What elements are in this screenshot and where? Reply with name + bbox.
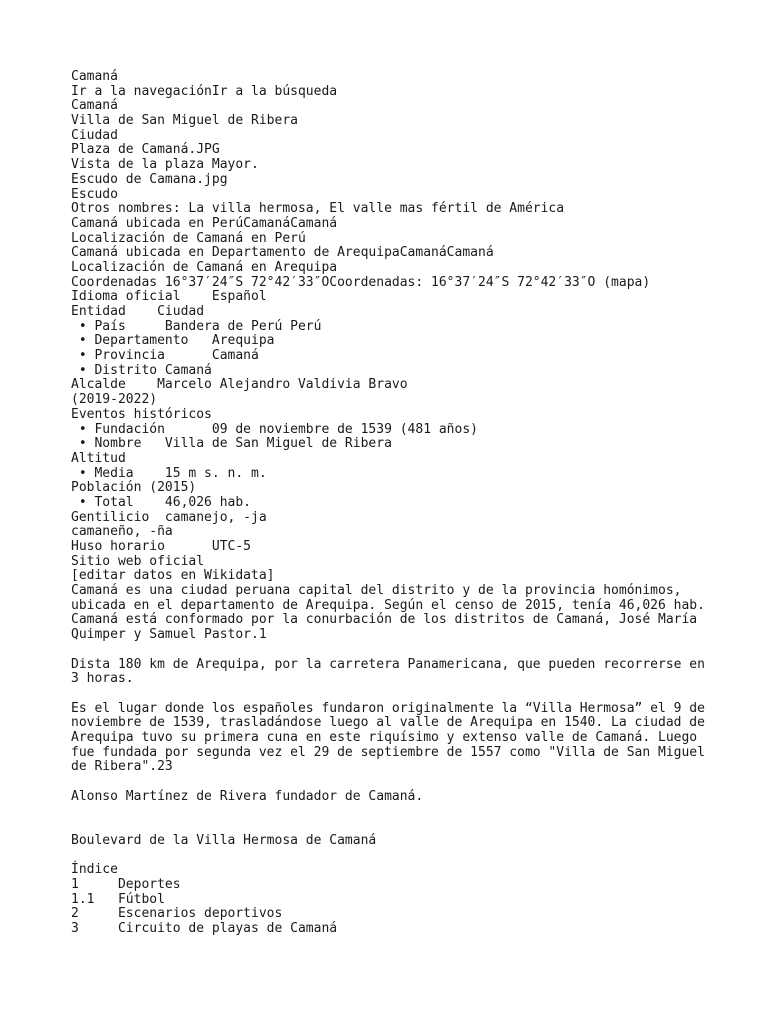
infobox-line: • Fundación 09 de noviembre de 1539 (481 años) [71,421,478,437]
infobox-line: • Departamento Arequipa [71,333,275,349]
infobox-line: Ciudad [71,127,118,143]
infobox-line: Villa de San Miguel de Ribera [71,113,298,129]
infobox-line: Alcalde Marcelo Alejandro Valdivia Bravo [71,377,408,393]
infobox-line: Coordenadas 16°37′24″S 72°42′33″OCoordenadas: 16°37′24″S 72°42′33″O (mapa) [71,274,651,290]
infobox-line: Otros nombres: La villa hermosa, El valle mas fértil de América [71,201,565,217]
toc-heading: Índice [71,862,118,878]
infobox-line: Camaná [71,69,118,84]
infobox-line: Altitud [71,450,126,466]
spacer [71,643,711,658]
paragraph: Camaná es una ciudad peruana capital del distrito y de la provincia homónimos, ubicada en el departamento de Arequipa. Según el censo de 2015, tenía 46,026 hab. Camaná está conformado por la conurbación de los distritos de Camaná, José María Quimper y Samuel Pastor.1 [71,583,713,643]
paragraph: Dista 180 km de Arequipa, por la carretera Panamericana, que pueden recorrerse en 3 horas. [71,656,713,687]
document-body [71,70,711,937]
toc-item[interactable]: 1 Deportes [71,877,181,893]
infobox-line: Sitio web oficial [71,553,205,569]
infobox-line: Escudo de Camana.jpg [71,171,228,187]
infobox-line: Localización de Camaná en Perú [71,230,306,246]
infobox-line: Camaná ubicada en PerúCamanáCamaná [71,215,338,231]
infobox-line: Vista de la plaza Mayor. [71,157,259,173]
infobox-line: [editar datos en Wikidata] [71,568,275,584]
toc-item[interactable]: 1.1 Fútbol [71,891,165,907]
toc-item[interactable]: 2 Escenarios deportivos [71,906,283,922]
image-caption: Boulevard de la Villa Hermosa de Camaná [71,832,377,848]
infobox [71,70,711,584]
infobox-line: Ir a la navegaciónIr a la búsqueda [71,83,338,99]
infobox-line: Huso horario UTC-5 [71,539,252,554]
infobox-line: Gentilicio camanejo, -ja [71,509,267,525]
spacer [71,775,711,790]
infobox-line: • Nombre Villa de San Miguel de Ribera [71,436,392,452]
infobox-line: Escudo [71,186,118,202]
infobox-line: Idioma oficial Español [71,289,267,305]
paragraph: Alonso Martínez de Rivera fundador de Camaná. [71,788,424,804]
spacer [71,805,711,834]
spacer [71,687,711,702]
table-of-contents [71,878,711,937]
infobox-line: • Total 46,026 hab. [71,494,252,510]
toc-item[interactable]: 3 Circuito de playas de Camaná [71,921,338,937]
infobox-line: • Provincia Camaná [71,348,259,364]
infobox-line: Eventos históricos [71,406,212,422]
infobox-line: Localización de Camaná en Arequipa [71,259,338,275]
infobox-line: • Media 15 m s. n. m. [71,465,267,481]
infobox-line: Plaza de Camaná.JPG [71,142,220,158]
article-text [71,584,711,805]
infobox-line: • Distrito Camaná [71,362,212,378]
paragraph: Es el lugar donde los españoles fundaron originalmente la “Villa Hermosa” el 9 de noviembre de 1539, trasladándose luego al valle de Arequipa en 1540. La ciudad de Arequipa tuvo su primera cuna en este riquísimo y extenso valle de Camaná. Luego fue fundada por segunda vez el 29 de septiembre de 1557 como "Villa de San Miguel de Ribera".23 [71,700,713,775]
infobox-line: • País Bandera de Perú Perú [71,318,322,334]
infobox-line: Entidad Ciudad [71,304,205,319]
infobox-line: Camaná ubicada en Departamento de ArequipaCamanáCamaná [71,245,494,261]
infobox-line: camaneño, -ña [71,524,173,540]
infobox-line: Camaná [71,98,118,114]
spacer [71,849,711,864]
infobox-line: Población (2015) [71,480,197,496]
infobox-line: (2019-2022) [71,392,158,408]
